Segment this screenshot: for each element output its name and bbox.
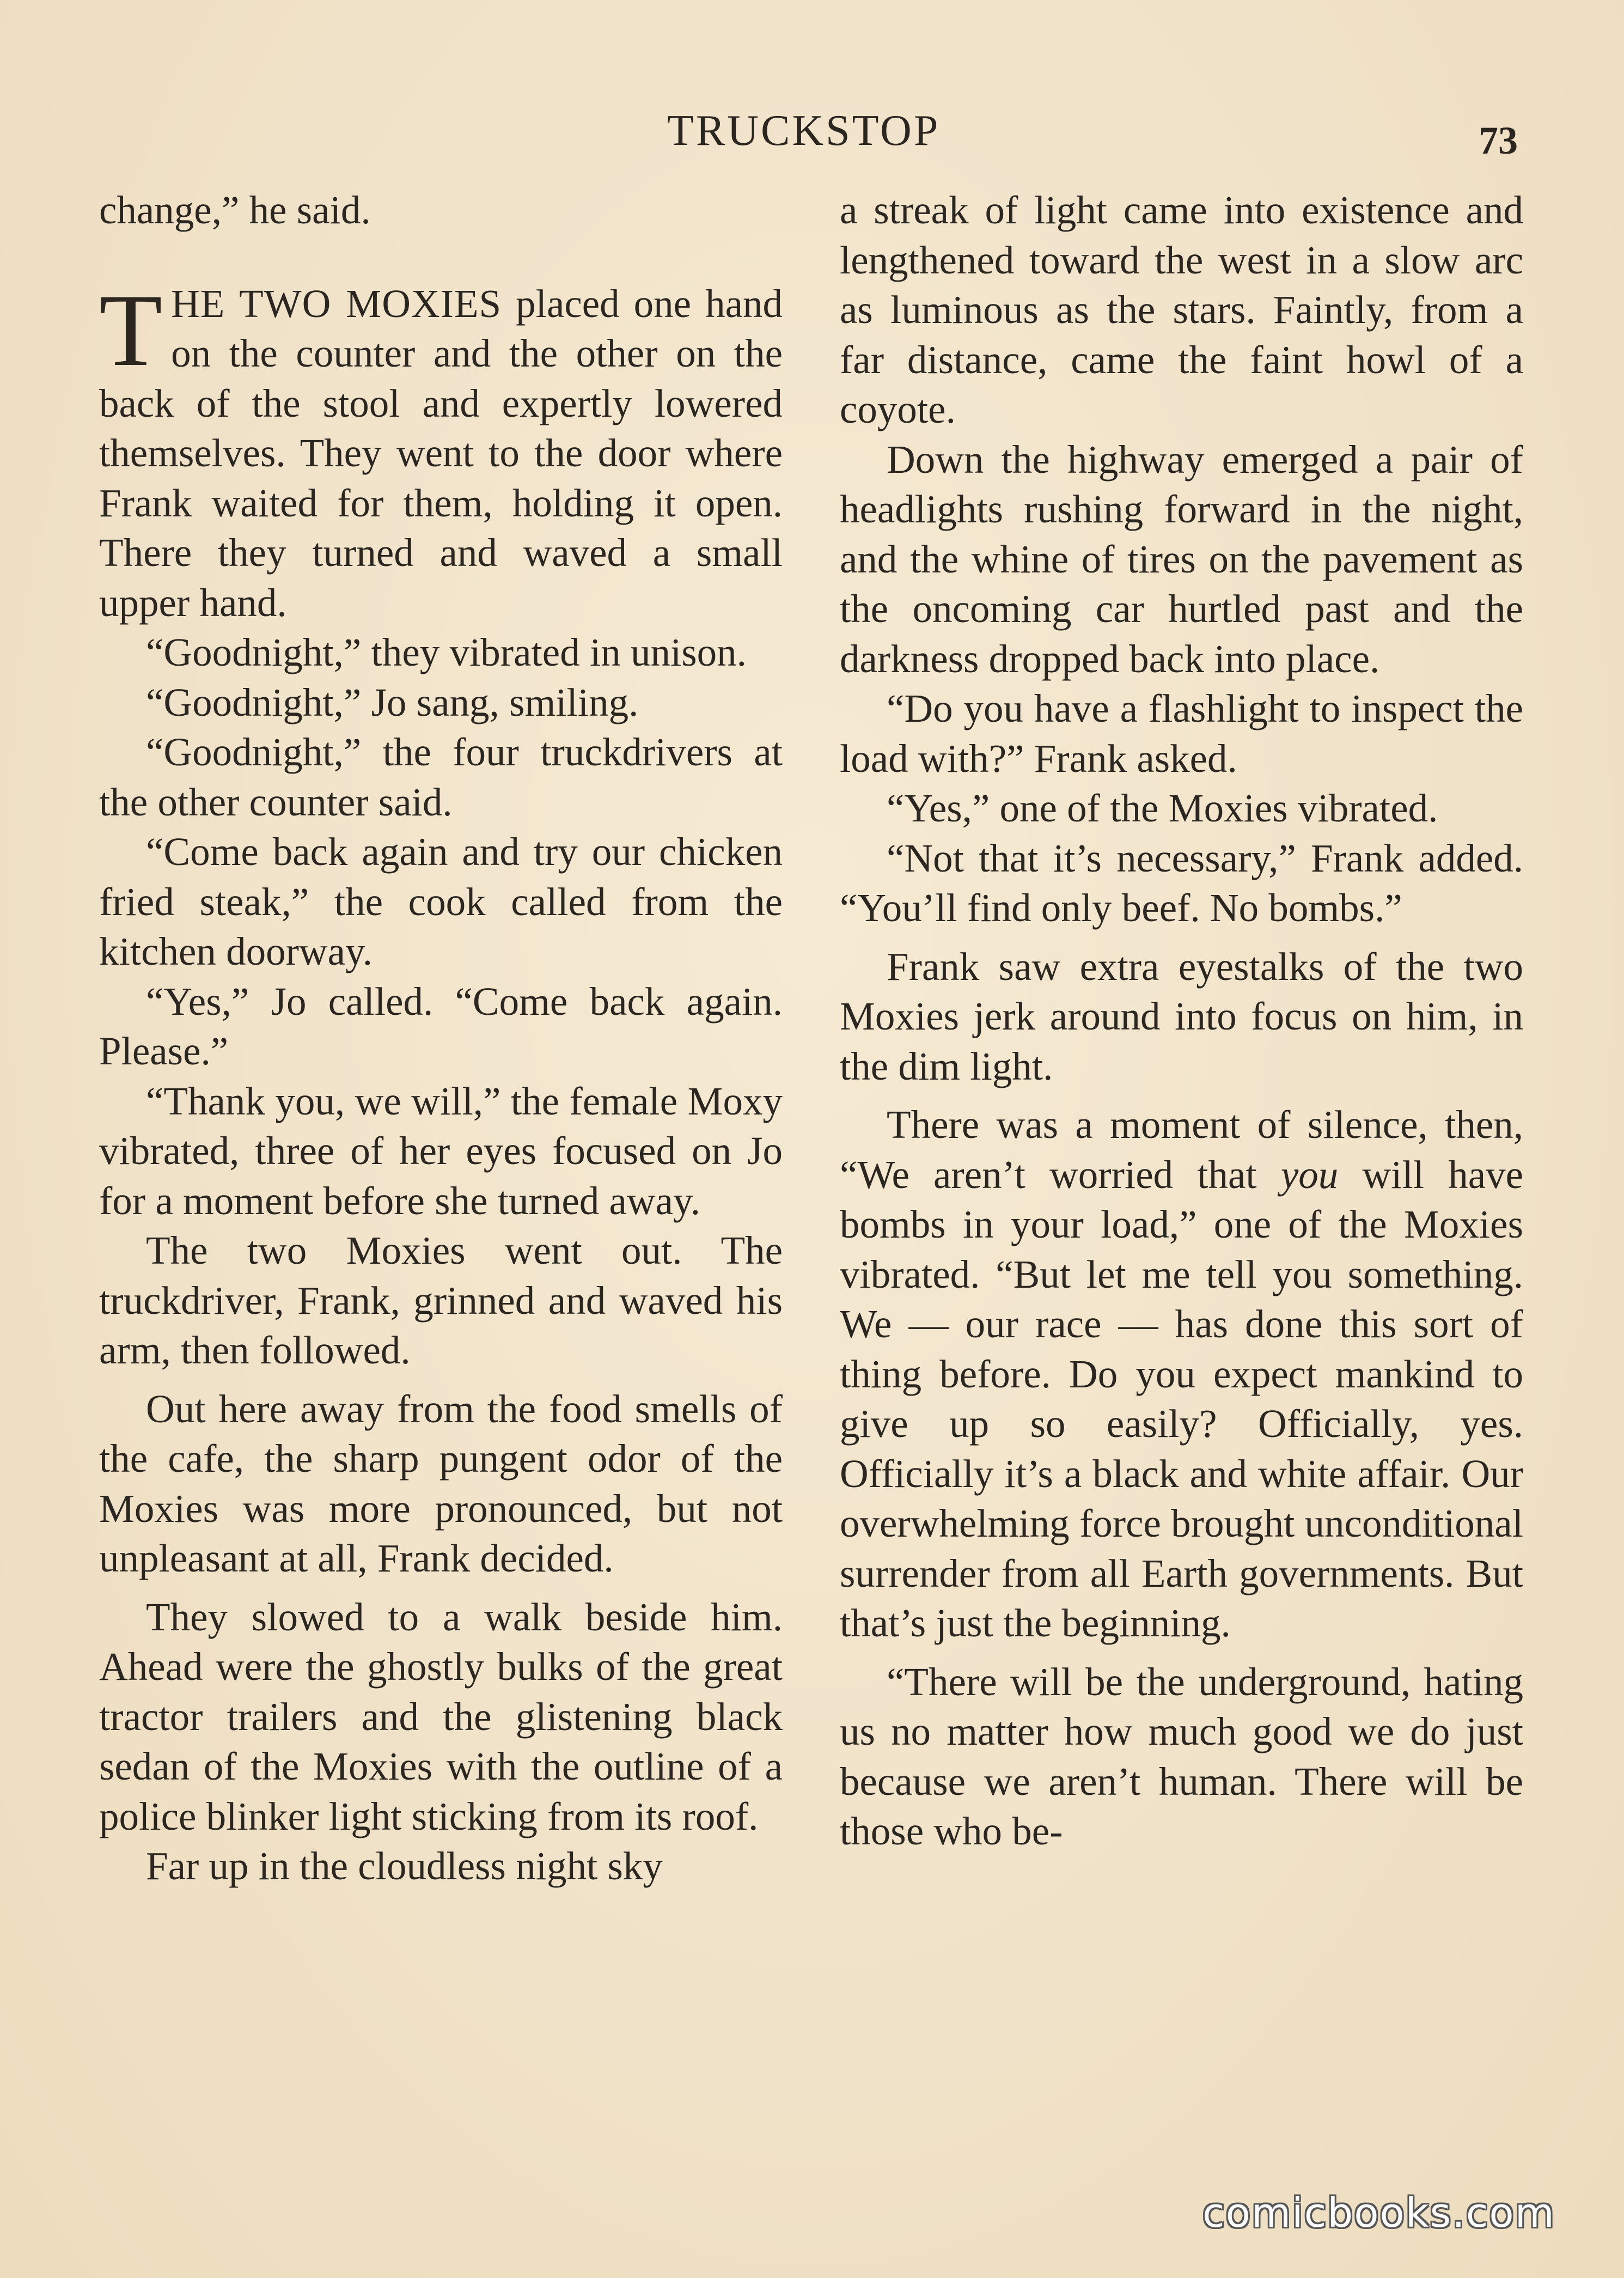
- paragraph: “Thank you, we will,” the female Moxy vibrated, three of her eyes focused on Jo for a moment before she turned away.: [99, 1079, 783, 1223]
- paragraph: Frank saw extra eyestalks of the two Moxies jerk around into focus on him, in the dim light.: [840, 944, 1523, 1088]
- paragraph: Down the highway emerged a pair of headlights rushing forward in the night, and the whine of tires on the pavement as the oncoming car hurtled past and the darkness dropped back into place.: [840, 437, 1523, 681]
- paragraph: a streak of light came into existence and lengthened toward the west in a slow arc as luminous as the stars. Faintly, from a far distance, came the faint howl of a coyote.: [840, 188, 1523, 431]
- running-header-title: TRUCKSTOP: [667, 107, 941, 155]
- paragraph: “Goodnight,” the four truckdrivers at the other counter said.: [99, 730, 783, 824]
- paragraph: change,” he said.: [99, 188, 371, 232]
- paragraph: “Yes,” Jo called. “Come back again. Please.”: [99, 979, 783, 1073]
- left-column: [99, 185, 783, 1891]
- right-column: [840, 185, 1523, 1856]
- paragraph-text: will have bombs in your load,” one of the Moxies vibrated. “But let me tell you something. We — our race — has done this sort of thing before. Do you expect mankind to give up so easily? Officially, yes. Officially it’s a black and white affair. Our overwhelming force brought unconditional surrender from all Earth governments. But that’s just the beginning.: [840, 1152, 1523, 1645]
- paragraph: “Come back again and try our chicken fried steak,” the cook called from the kitchen doorway.: [99, 830, 783, 973]
- page-number: 73: [1479, 119, 1518, 162]
- opening-paragraph: [99, 273, 783, 628]
- paragraph: “Yes,” one of the Moxies vibrated.: [887, 786, 1438, 830]
- paragraph: “Goodnight,” they vibrated in unison.: [146, 630, 747, 674]
- paragraph: Out here away from the food smells of the cafe, the sharp pungent odor of the Moxies was more pronounced, but not unpleasant at all, Frank decided.: [99, 1386, 783, 1580]
- paragraph-text: placed one hand on the counter and the other on the back of the stool and expertly lowered themselves. They went to the door where Frank waited for them, holding it open. There they turned and waved a small upper hand.: [99, 281, 783, 625]
- emphasized-word: you: [1280, 1152, 1339, 1197]
- paragraph: The two Moxies went out. The truckdriver, Frank, grinned and waved his arm, then followed.: [99, 1228, 783, 1372]
- paragraph: [840, 1100, 1523, 1648]
- paragraph: Far up in the cloudless night sky: [146, 1844, 663, 1888]
- paragraph: “Do you have a flashlight to inspect the load with?” Frank asked.: [840, 686, 1523, 781]
- paragraph: They slowed to a walk beside him. Ahead were the ghostly bulks of the great tractor trailers and the glistening black sedan of the Moxies with the outline of a police blinker light sticking from its roof.: [99, 1594, 783, 1838]
- watermark: comicbooks.com: [1202, 2190, 1555, 2237]
- lead-in-text: HE TWO MOXIES: [171, 281, 502, 326]
- paragraph: “Not that it’s necessary,” Frank added. “You’ll find only beef. No bombs.”: [840, 836, 1523, 930]
- paragraph: “There will be the underground, hating us no matter how much good we do just because we aren’t human. There will be those who be-: [840, 1659, 1523, 1853]
- paragraph: “Goodnight,” Jo sang, smiling.: [146, 680, 639, 724]
- paragraph-text: There was a moment of silence, then, “We aren’t worried that: [840, 1103, 1523, 1197]
- drop-cap: T: [99, 273, 163, 388]
